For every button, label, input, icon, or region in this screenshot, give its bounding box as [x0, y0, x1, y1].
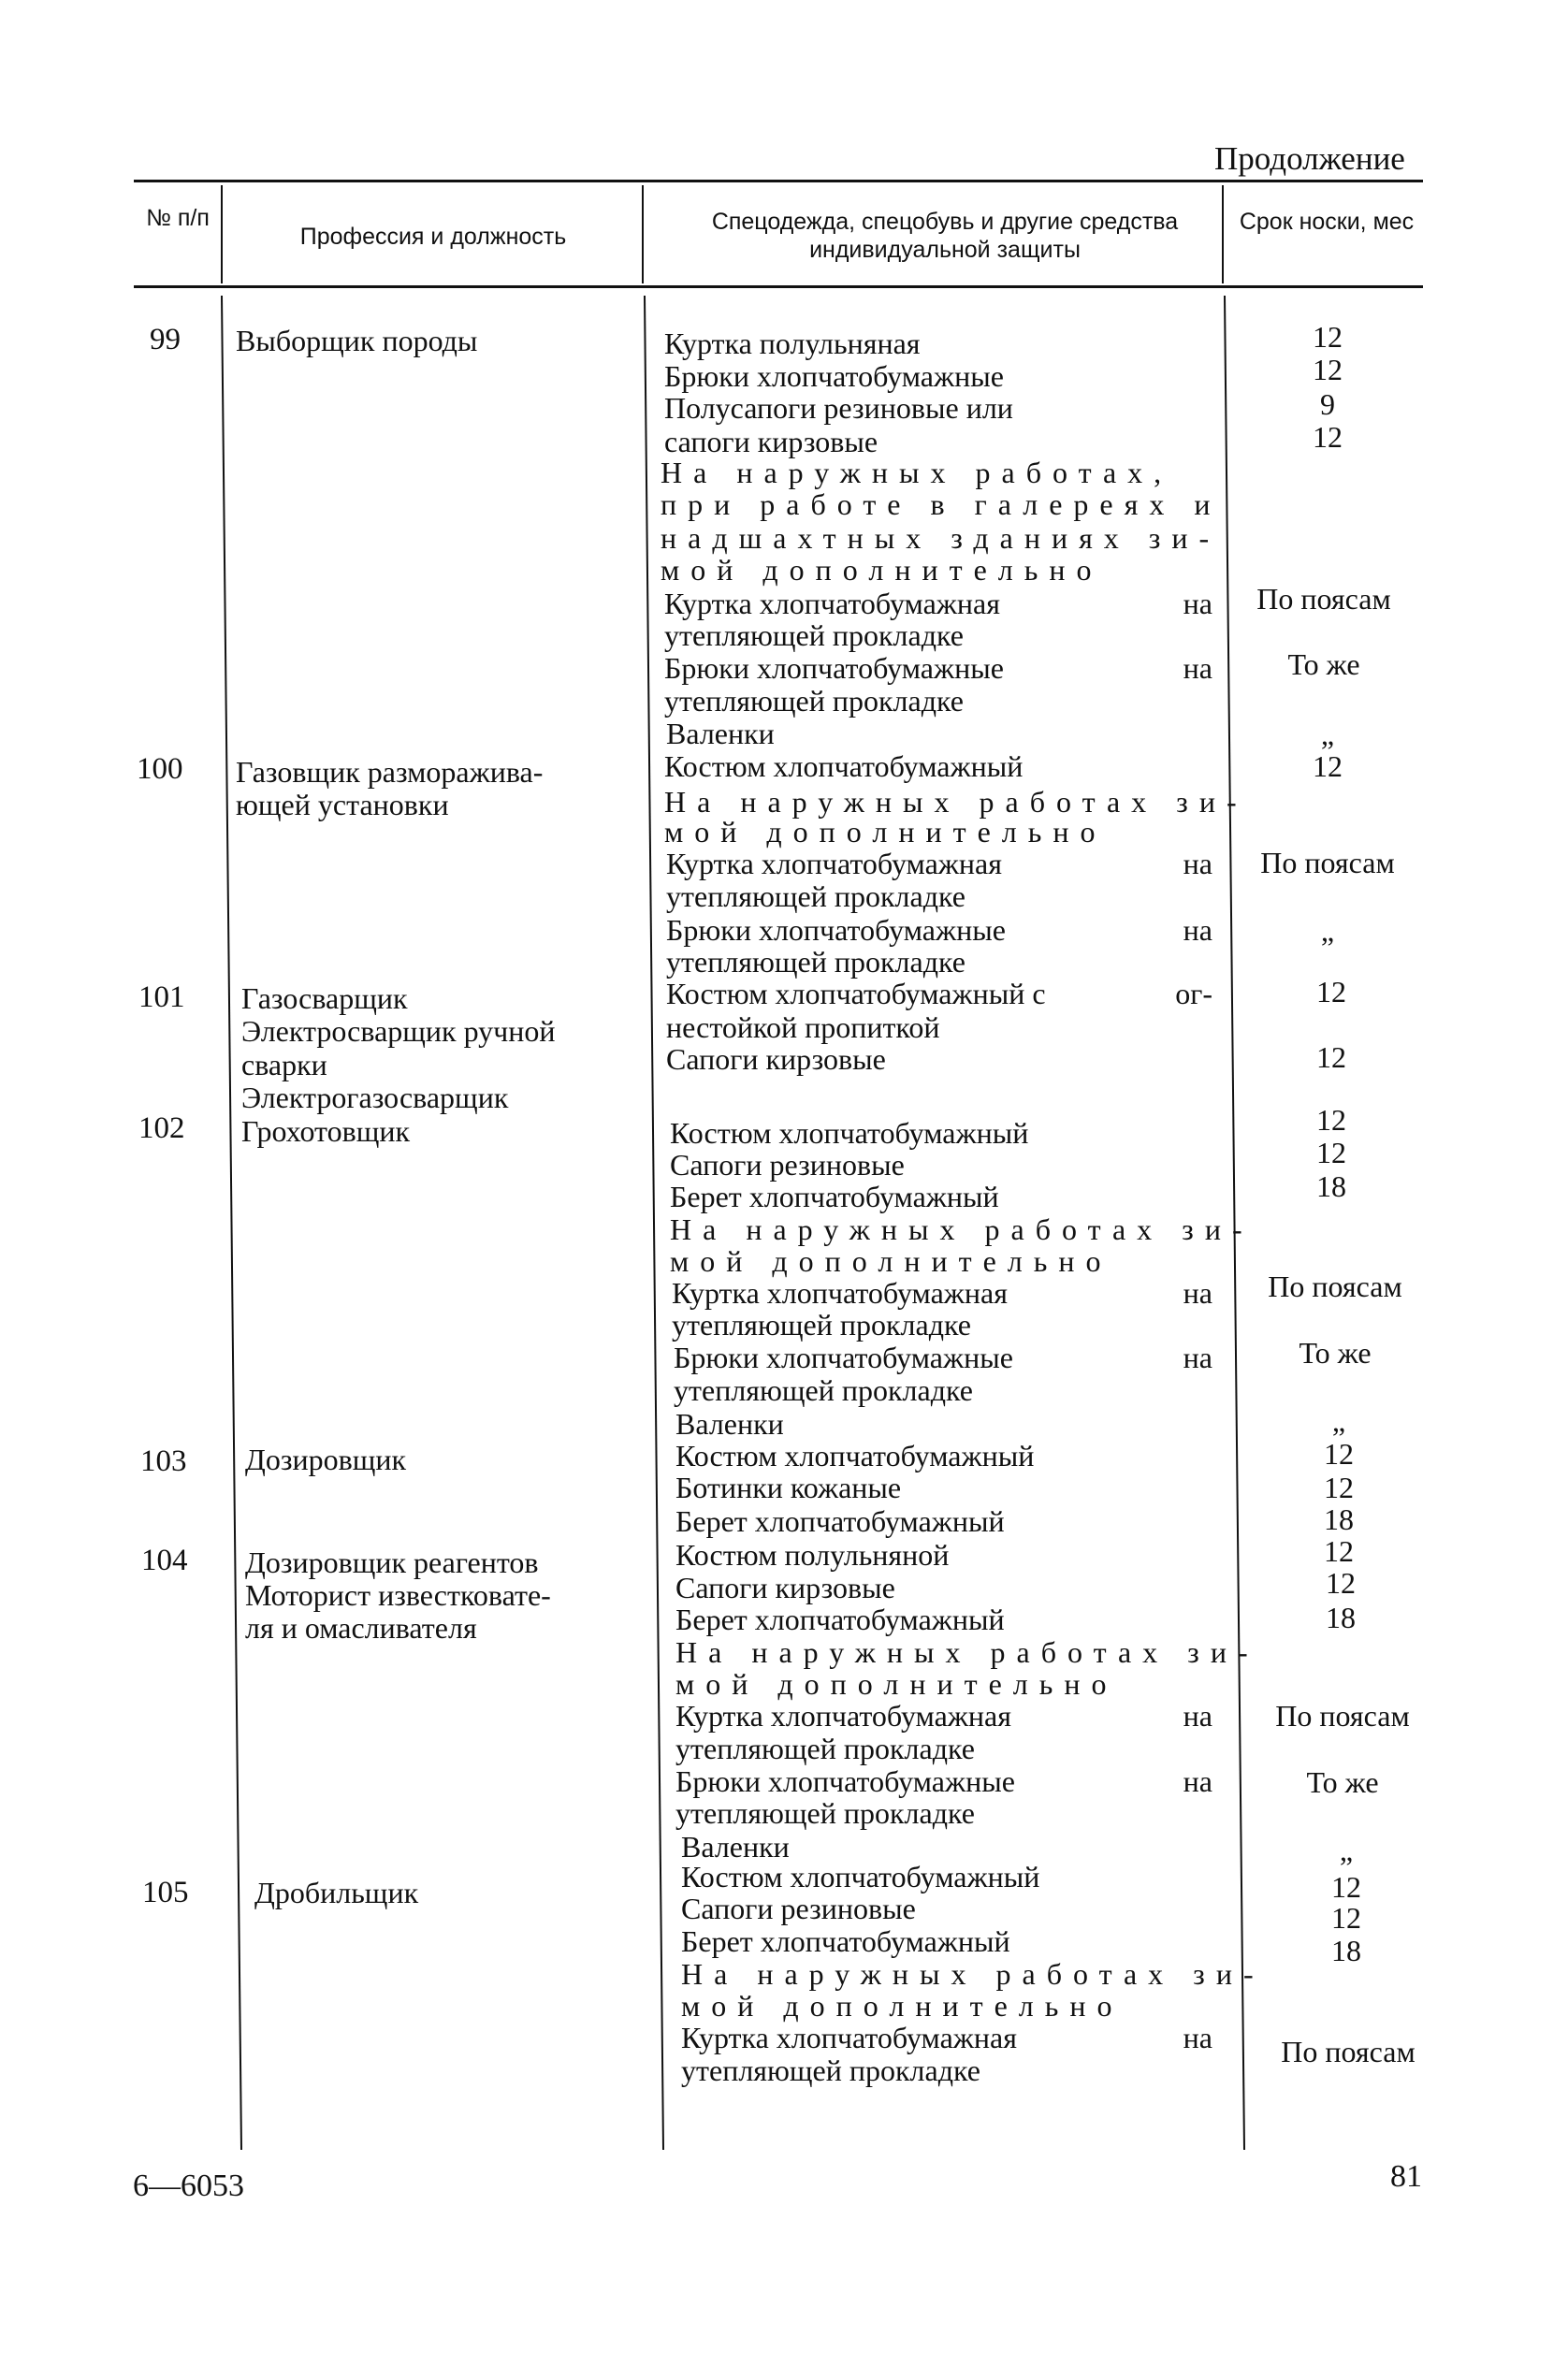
row-num-104: 104	[141, 1544, 188, 1577]
item-line: надшахтных зданиях зи-	[661, 521, 1221, 555]
item-line: На наружных работах зи-	[670, 1212, 1254, 1246]
term-value: 18	[1324, 1502, 1354, 1536]
profession-102: Грохотовщик	[241, 1114, 411, 1148]
profession-101-line2	[241, 1015, 636, 1049]
profession-101-line2-text: Электросварщик ручной	[241, 1014, 556, 1048]
item-line: Куртка хлопчатобумажная на	[664, 587, 1212, 620]
term-value: По поясам	[1260, 846, 1395, 879]
item-line: утепляющей прокладке	[664, 618, 964, 652]
item-line: Брюки хлопчатобумажные на	[675, 1764, 1212, 1798]
item-line: На наружных работах зи-	[664, 785, 1248, 819]
term-value: То же	[1306, 1765, 1379, 1799]
item-line: Костюм хлопчатобумажный	[664, 749, 1024, 783]
item-line: Брюки хлопчатобумажные	[664, 359, 1004, 393]
row-num-102: 102	[138, 1111, 185, 1145]
item-line: Валенки	[675, 1407, 784, 1441]
item-line: Куртка полульняная	[664, 326, 921, 360]
page-number: 81	[1390, 2159, 1422, 2194]
item-line: утепляющей прокладке	[666, 945, 965, 979]
item-line: Сапоги кирзовые	[675, 1571, 895, 1604]
profession-99: Выборщик породы	[236, 324, 478, 357]
profession-104-line1: Дозировщик реагентов	[245, 1545, 539, 1579]
item-line: утепляющей прокладке	[674, 1373, 973, 1407]
item-line: Валенки	[681, 1830, 790, 1864]
item-line: На наружных работах,	[661, 456, 1173, 489]
term-value: 12	[1316, 1103, 1346, 1137]
term-value: „	[1320, 914, 1335, 948]
profession-100-line1: Газовщик разморажива-	[236, 755, 544, 789]
profession-101-line1: Газосварщик	[241, 981, 408, 1015]
term-value: По поясам	[1256, 582, 1391, 616]
item-line: утепляющей прокладке	[675, 1796, 975, 1830]
header-term: Срок носки, мес	[1239, 209, 1415, 235]
item-line: Сапоги резиновые	[670, 1148, 905, 1182]
profession-104-line2: Моторист известковате-	[245, 1578, 551, 1612]
term-value: 12	[1313, 320, 1343, 354]
item-line: утепляющей прокладке	[675, 1732, 975, 1765]
header-num: № п/п	[146, 205, 210, 231]
continuation-label: Продолжение	[1214, 140, 1405, 177]
term-value: 12	[1313, 420, 1343, 454]
row-num-101: 101	[138, 980, 185, 1014]
profession-104-line3: ля и омасливателя	[245, 1611, 477, 1645]
item-line: мой дополнительно	[664, 815, 1107, 849]
term-value: 12	[1313, 749, 1343, 783]
item-line: мой дополнительно	[681, 1989, 1124, 2023]
term-value: 12	[1316, 1040, 1346, 1074]
item-line: утепляющей прокладке	[664, 684, 964, 718]
item-line: Костюм хлопчатобумажный	[675, 1439, 1035, 1473]
header-profession: Профессия и должность	[299, 224, 567, 250]
item-line: Берет хлопчатобумажный	[681, 1924, 1010, 1958]
term-value: 12	[1324, 1437, 1354, 1471]
term-value: По поясам	[1268, 1270, 1402, 1303]
term-value: То же	[1299, 1336, 1372, 1370]
item-line: Костюм хлопчатобумажный	[670, 1116, 1029, 1150]
term-value: 12	[1331, 1870, 1361, 1904]
item-line: Полусапоги резиновые или	[664, 391, 1013, 425]
row-num-99: 99	[150, 323, 181, 356]
term-value: „	[1331, 1404, 1346, 1438]
item-line: Куртка хлопчатобумажная на	[666, 847, 1212, 880]
body-divider-1	[222, 296, 241, 2150]
item-line: Сапоги кирзовые	[666, 1042, 886, 1076]
term-value: 9	[1320, 387, 1335, 421]
item-line: Костюм хлопчатобумажный	[681, 1860, 1040, 1893]
term-value: 18	[1331, 1934, 1361, 1967]
item-line: Берет хлопчатобумажный	[670, 1180, 999, 1213]
term-value: 12	[1316, 975, 1346, 1008]
term-value: По поясам	[1281, 2035, 1416, 2068]
term-value: 12	[1313, 353, 1343, 386]
item-line: при работе в галереях и	[661, 487, 1222, 521]
item-line: Берет хлопчатобумажный	[675, 1603, 1005, 1636]
term-value: „	[1339, 1834, 1354, 1867]
item-line: Брюки хлопчатобумажные на	[666, 913, 1212, 947]
term-value: 18	[1316, 1169, 1346, 1203]
profession-101-line4: Электрогазосварщик	[241, 1081, 509, 1114]
item-line: Костюм хлопчатобумажный с ог-	[666, 977, 1212, 1010]
term-value: 18	[1326, 1601, 1356, 1634]
item-line: Сапоги резиновые	[681, 1892, 916, 1925]
item-line: утепляющей прокладке	[681, 2053, 980, 2087]
item-line: Ботинки кожаные	[675, 1471, 902, 1504]
term-value: 12	[1326, 1566, 1356, 1600]
item-line: Куртка хлопчатобумажная на	[675, 1699, 1212, 1733]
item-line: нестойкой пропиткой	[666, 1010, 940, 1044]
item-line: мой дополнительно	[661, 553, 1103, 587]
item-line: мой дополнительно	[670, 1244, 1112, 1278]
item-line: Куртка хлопчатобумажная на	[681, 2021, 1212, 2054]
item-line: Берет хлопчатобумажный	[675, 1504, 1005, 1538]
row-num-103: 103	[140, 1444, 187, 1478]
term-value: 12	[1316, 1136, 1346, 1169]
profession-103: Дозировщик	[245, 1443, 407, 1476]
item-line: Брюки хлопчатобумажные на	[664, 651, 1212, 685]
profession-105: Дробильщик	[254, 1876, 419, 1909]
item-line: Костюм полульняной	[675, 1538, 950, 1572]
term-value: 12	[1324, 1534, 1354, 1568]
footer-code: 6—6053	[133, 2169, 244, 2203]
term-value: „	[1320, 718, 1335, 751]
item-line: мой дополнительно	[675, 1667, 1118, 1701]
item-line: Брюки хлопчатобумажные на	[674, 1341, 1212, 1374]
item-line: утепляющей прокладке	[666, 879, 965, 913]
item-line: На наружных работах зи-	[681, 1957, 1265, 1991]
header-items: Спецодежда, спецобувь и другие средства индивидуальной защиты	[711, 209, 1179, 263]
item-line: сапоги кирзовые	[664, 425, 878, 458]
item-line: Куртка хлопчатобумажная на	[672, 1276, 1212, 1310]
row-num-100: 100	[137, 752, 183, 786]
row-num-105: 105	[142, 1876, 189, 1909]
item-line: Валенки	[666, 717, 775, 750]
profession-101-line3: сварки	[241, 1048, 327, 1081]
term-value: 12	[1331, 1901, 1361, 1935]
profession-100-line2: ющей установки	[236, 788, 449, 821]
term-value: По поясам	[1275, 1699, 1410, 1733]
item-line: На наружных работах зи-	[675, 1635, 1259, 1669]
item-line: утепляющей прокладке	[672, 1308, 971, 1342]
term-value: То же	[1287, 647, 1360, 681]
term-value: 12	[1324, 1471, 1354, 1504]
